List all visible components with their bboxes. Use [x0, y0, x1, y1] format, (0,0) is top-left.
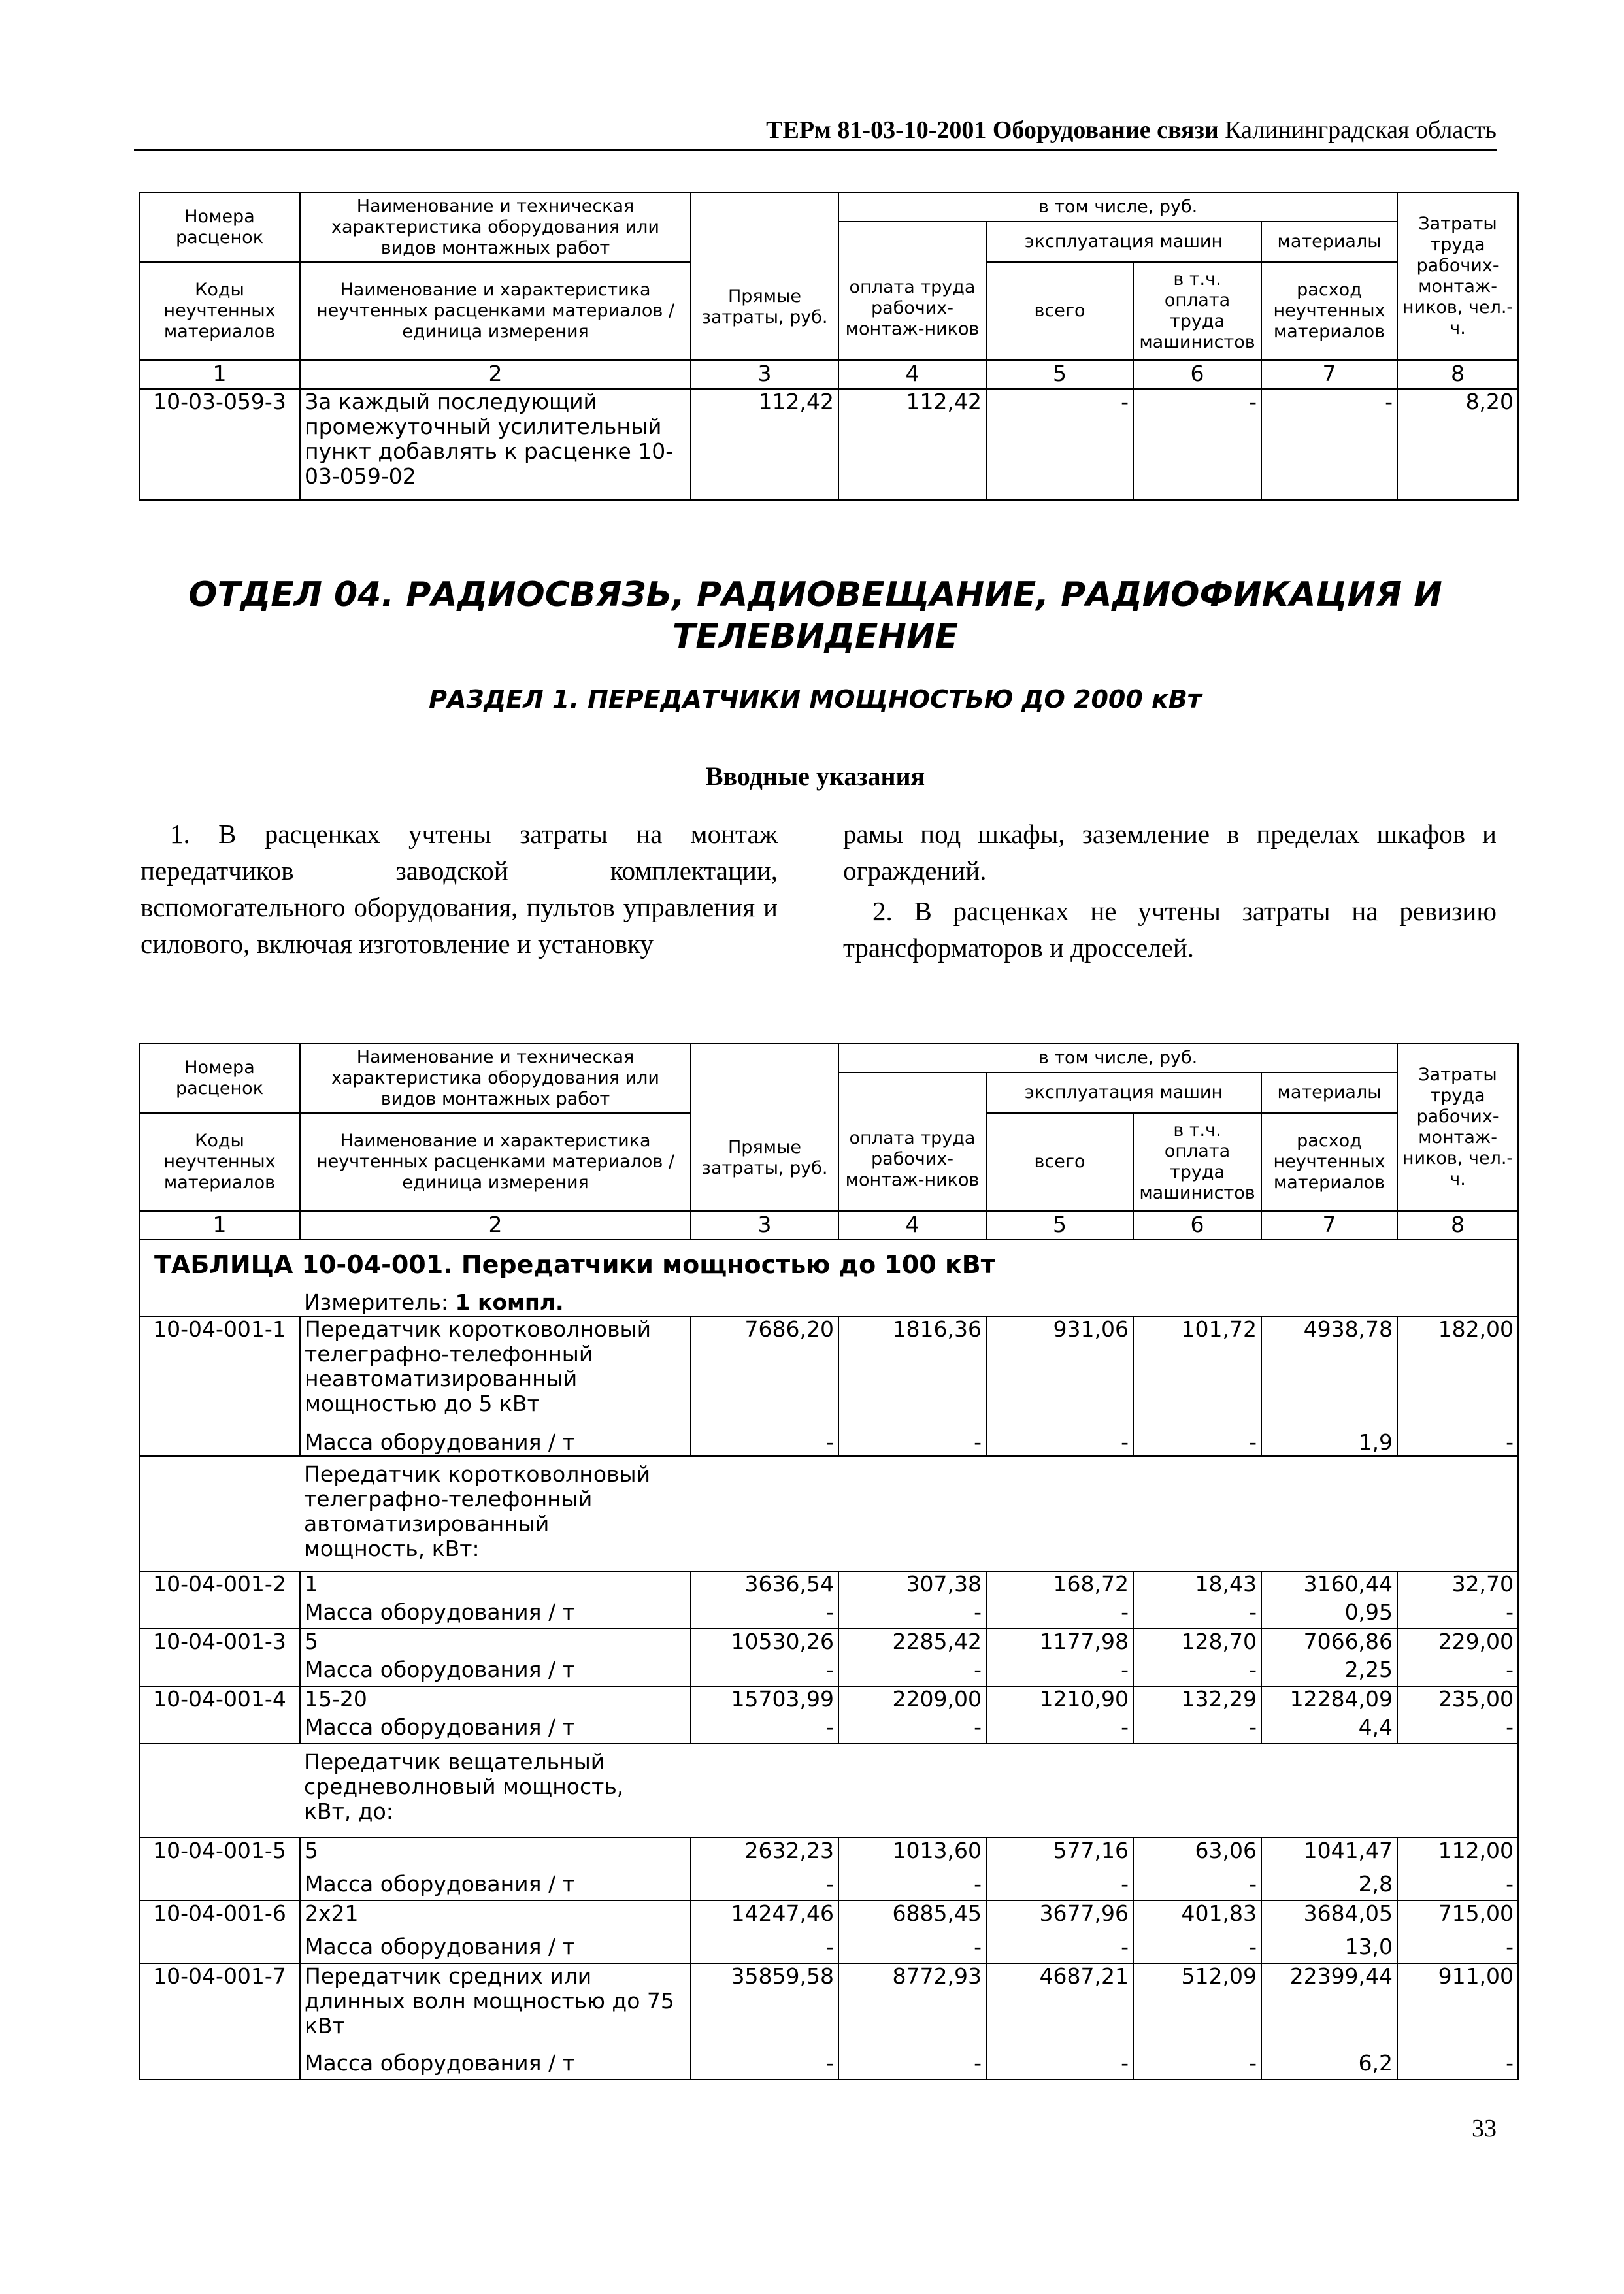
header-rule	[134, 149, 1497, 151]
rate-code: 10-04-001-2	[139, 1571, 300, 1629]
group-label: Передатчик вещательный средневолновый мощность, кВт, до:	[304, 1749, 624, 1824]
rate-name: 1	[300, 1571, 691, 1600]
table-row	[139, 1629, 1518, 1657]
labor-cost: 307,38	[838, 1571, 986, 1600]
header-region: Калининградская область	[1225, 116, 1497, 144]
machinist-cost: 512,09	[1133, 1963, 1261, 2051]
mass-dash: -	[1397, 1657, 1518, 1686]
machine-cost: 1177,98	[986, 1629, 1133, 1657]
th-mat-use: расход неучтенных материалов	[1261, 1113, 1397, 1211]
mass-dash: -	[986, 2051, 1133, 2080]
mass-label: Масса оборудования / т	[300, 2051, 691, 2080]
mass-dash: -	[1397, 1600, 1518, 1629]
rate-code: 10-04-001-1	[139, 1316, 300, 1456]
mass-dash: -	[838, 1935, 986, 1963]
meter-row	[300, 1289, 1518, 1316]
machinist-cost: 63,06	[1133, 1838, 1261, 1872]
labor-cost: 8772,93	[838, 1963, 986, 2051]
material-cost: 12284,09	[1261, 1686, 1397, 1715]
mass-dash: -	[1133, 2051, 1261, 2080]
col-number: 4	[838, 360, 986, 389]
th-direct: Прямые затраты, руб.	[691, 1044, 838, 1211]
direct-cost: 3636,54	[691, 1571, 838, 1600]
mass-dash: -	[986, 1657, 1133, 1686]
direct-cost: 2632,23	[691, 1838, 838, 1872]
th-mat-use: расход неучтенных материалов	[1261, 262, 1397, 360]
mass-dash: -	[691, 1872, 838, 1901]
material-cost: -	[1261, 389, 1397, 500]
work-hours: 182,00	[1397, 1316, 1518, 1430]
mass-dash: -	[691, 1657, 838, 1686]
header-code: ТЕРм 81-03-10-2001	[766, 116, 987, 144]
mass-dash: -	[986, 1430, 1133, 1456]
mass-dash: -	[838, 1715, 986, 1744]
machine-cost: 577,16	[986, 1838, 1133, 1872]
rate-name: За каждый последующий промежуточный усилительный пункт добавлять к расценке 10-03-059-02	[300, 389, 691, 500]
mass-value: 6,2	[1261, 2051, 1397, 2080]
machinist-cost: 101,72	[1133, 1316, 1261, 1430]
material-cost: 22399,44	[1261, 1963, 1397, 2051]
mass-dash: -	[1397, 1715, 1518, 1744]
rate-name: Передатчик средних или длинных волн мощностью до 75 кВт	[300, 1963, 691, 2051]
table-row	[139, 1901, 1518, 1935]
col-number: 7	[1261, 360, 1397, 389]
th-num-code: Номера расценок	[139, 193, 300, 262]
group-row	[139, 1456, 1518, 1571]
mass-label: Масса оборудования / т	[300, 1715, 691, 1744]
rate-code: 10-04-001-5	[139, 1838, 300, 1901]
mass-dash: -	[691, 1430, 838, 1456]
page-number: 33	[1472, 2115, 1497, 2142]
mass-dash: -	[691, 1600, 838, 1629]
machine-cost: 1210,90	[986, 1686, 1133, 1715]
table-row	[139, 1686, 1518, 1715]
labor-cost: 1013,60	[838, 1838, 986, 1872]
th-including: в том числе, руб.	[838, 193, 1397, 222]
labor-cost: 2285,42	[838, 1629, 986, 1657]
th-workhours: Затраты труда рабочих-монтаж-ников, чел.-ч.	[1397, 193, 1518, 360]
intro-right-column	[843, 816, 1497, 966]
mass-dash: -	[1133, 1935, 1261, 1963]
th-machinist-pay: в т.ч. оплата труда машинистов	[1133, 1113, 1261, 1211]
mass-dash: -	[1133, 1872, 1261, 1901]
mass-dash: -	[691, 2051, 838, 2080]
col-number: 2	[300, 360, 691, 389]
mass-label: Масса оборудования / т	[300, 1430, 691, 1456]
rates-table-1	[139, 192, 1519, 501]
col-number: 6	[1133, 360, 1261, 389]
meter-label: Измеритель:	[304, 1289, 449, 1315]
work-hours: 32,70	[1397, 1571, 1518, 1600]
mass-row	[139, 1715, 1518, 1744]
machine-cost: 931,06	[986, 1316, 1133, 1430]
labor-cost: 1816,36	[838, 1316, 986, 1430]
machinist-cost: 128,70	[1133, 1629, 1261, 1657]
mass-dash: -	[838, 1600, 986, 1629]
table-title: ТАБЛИЦА 10-04-001. Передатчики мощностью до 100 кВт	[154, 1250, 995, 1279]
mass-dash: -	[986, 1715, 1133, 1744]
rate-code: 10-03-059-3	[139, 389, 300, 500]
mass-dash: -	[1397, 1872, 1518, 1901]
mass-dash: -	[838, 1657, 986, 1686]
direct-cost: 10530,26	[691, 1629, 838, 1657]
th-labor: оплата труда рабочих-монтаж-ников	[838, 1072, 986, 1211]
mass-dash: -	[838, 2051, 986, 2080]
mass-row	[139, 2051, 1518, 2080]
col-number: 4	[838, 1211, 986, 1240]
group-label-cell	[300, 1744, 1518, 1838]
th-name-materials: Наименование и характеристика неучтенных расценками материалов / единица измерения	[300, 1113, 691, 1211]
labor-cost: 112,42	[838, 389, 986, 500]
part-title: РАЗДЕЛ 1. ПЕРЕДАТЧИКИ МОЩНОСТЬЮ ДО 2000 кВт	[429, 685, 1202, 714]
rate-name: 15-20	[300, 1686, 691, 1715]
mass-label: Масса оборудования / т	[300, 1935, 691, 1963]
mass-dash: -	[691, 1935, 838, 1963]
machinist-cost: 18,43	[1133, 1571, 1261, 1600]
mass-dash: -	[1133, 1430, 1261, 1456]
direct-cost: 14247,46	[691, 1901, 838, 1935]
th-workhours: Затраты труда рабочих-монтаж-ников, чел.-ч.	[1397, 1044, 1518, 1211]
mass-label: Масса оборудования / т	[300, 1657, 691, 1686]
mass-dash: -	[691, 1715, 838, 1744]
col-number: 3	[691, 360, 838, 389]
th-name-char: Наименование и техническая характеристика оборудования или видов монтажных работ	[300, 1044, 691, 1113]
mass-dash: -	[1133, 1600, 1261, 1629]
machine-cost: 4687,21	[986, 1963, 1133, 2051]
material-cost: 1041,47	[1261, 1838, 1397, 1872]
intro-paragraph-1-cont: рамы под шкафы, заземление в пределах шкафов и ограждений.	[843, 819, 1497, 886]
mass-dash: -	[1397, 1935, 1518, 1963]
rate-name: 5	[300, 1838, 691, 1872]
machinist-cost: 401,83	[1133, 1901, 1261, 1935]
rate-name: 2x21	[300, 1901, 691, 1935]
mass-dash: -	[986, 1872, 1133, 1901]
th-name-char: Наименование и техническая характеристика оборудования или видов монтажных работ	[300, 193, 691, 262]
group-label-cell	[300, 1456, 1518, 1571]
direct-cost: 112,42	[691, 389, 838, 500]
intro-paragraph-1: 1. В расценках учтены затраты на монтаж передатчиков заводской комплектации, вспомогательного оборудования, пультов управления и силового, включая изготовление и установку	[141, 819, 778, 959]
col-number: 2	[300, 1211, 691, 1240]
material-cost: 3684,05	[1261, 1901, 1397, 1935]
th-machines: эксплуатация машин	[986, 222, 1261, 262]
col-number: 6	[1133, 1211, 1261, 1240]
mass-label: Масса оборудования / т	[300, 1872, 691, 1901]
machine-cost: 168,72	[986, 1571, 1133, 1600]
col-number: 5	[986, 1211, 1133, 1240]
group-label: Передатчик коротковолновый телеграфно-телефонный автоматизированный мощность, кВт:	[304, 1461, 651, 1561]
th-labor: оплата труда рабочих-монтаж-ников	[838, 222, 986, 360]
machinist-cost: -	[1133, 389, 1261, 500]
header-title: Оборудование связи	[992, 116, 1219, 144]
labor-cost: 6885,45	[838, 1901, 986, 1935]
th-unaccounted-codes: Коды неучтенных материалов	[139, 262, 300, 360]
mass-value: 1,9	[1261, 1430, 1397, 1456]
mass-dash: -	[1133, 1715, 1261, 1744]
col-number: 1	[139, 1211, 300, 1240]
intro-paragraph-2: 2. В расценках не учтены затраты на ревизию трансформаторов и дросселей.	[843, 896, 1497, 963]
mass-row	[139, 1872, 1518, 1901]
mass-dash: -	[1133, 1657, 1261, 1686]
department-title: ОТДЕЛ 04. РАДИОСВЯЗЬ, РАДИОВЕЩАНИЕ, РАДИОФИКАЦИЯ И ТЕЛЕВИДЕНИЕ	[188, 575, 1442, 656]
rate-code: 10-04-001-3	[139, 1629, 300, 1686]
work-hours: 8,20	[1397, 389, 1518, 500]
mass-value: 2,25	[1261, 1657, 1397, 1686]
mass-dash: -	[986, 1600, 1133, 1629]
table-row	[139, 1571, 1518, 1600]
mass-dash: -	[986, 1935, 1133, 1963]
table-row	[139, 1963, 1518, 2051]
work-hours: 911,00	[1397, 1963, 1518, 2051]
th-direct: Прямые затраты, руб.	[691, 193, 838, 360]
table-row	[139, 1838, 1518, 1872]
mass-row	[139, 1935, 1518, 1963]
direct-cost: 35859,58	[691, 1963, 838, 2051]
col-number: 8	[1397, 1211, 1518, 1240]
rate-code: 10-04-001-4	[139, 1686, 300, 1744]
mass-dash: -	[1397, 1430, 1518, 1456]
work-hours: 235,00	[1397, 1686, 1518, 1715]
material-cost: 3160,44	[1261, 1571, 1397, 1600]
direct-cost: 15703,99	[691, 1686, 838, 1715]
direct-cost: 7686,20	[691, 1316, 838, 1430]
work-hours: 112,00	[1397, 1838, 1518, 1872]
table-row	[139, 1316, 1518, 1430]
th-unaccounted-codes: Коды неучтенных материалов	[139, 1113, 300, 1211]
th-machines: эксплуатация машин	[986, 1072, 1261, 1113]
mass-row	[139, 1657, 1518, 1686]
table-row	[139, 389, 1518, 500]
rate-name: 5	[300, 1629, 691, 1657]
th-total: всего	[986, 262, 1133, 360]
col-number: 3	[691, 1211, 838, 1240]
mass-dash: -	[838, 1872, 986, 1901]
th-machinist-pay: в т.ч. оплата труда машинистов	[1133, 262, 1261, 360]
material-cost: 4938,78	[1261, 1316, 1397, 1430]
intro-title: Вводные указания	[705, 761, 925, 791]
running-header	[657, 115, 1497, 145]
mass-value: 13,0	[1261, 1935, 1397, 1963]
work-hours: 715,00	[1397, 1901, 1518, 1935]
machinist-cost: 132,29	[1133, 1686, 1261, 1715]
table-title-cell	[139, 1240, 1518, 1289]
rate-name: Передатчик коротковолновый телеграфно-телефонный неавтоматизированный мощностью до 5 кВт	[300, 1316, 691, 1430]
col-number: 8	[1397, 360, 1518, 389]
intro-left-column	[141, 816, 778, 962]
labor-cost: 2209,00	[838, 1686, 986, 1715]
th-total: всего	[986, 1113, 1133, 1211]
mass-row	[139, 1430, 1518, 1456]
rates-table-2	[139, 1043, 1519, 2080]
machine-cost: -	[986, 389, 1133, 500]
th-name-materials: Наименование и характеристика неучтенных расценками материалов / единица измерения	[300, 262, 691, 360]
mass-value: 4,4	[1261, 1715, 1397, 1744]
col-number: 1	[139, 360, 300, 389]
mass-value: 2,8	[1261, 1872, 1397, 1901]
work-hours: 229,00	[1397, 1629, 1518, 1657]
meter-value: 1 компл.	[455, 1289, 564, 1315]
group-row	[139, 1744, 1518, 1838]
mass-label: Масса оборудования / т	[300, 1600, 691, 1629]
rate-code: 10-04-001-6	[139, 1901, 300, 1963]
col-number: 7	[1261, 1211, 1397, 1240]
mass-value: 0,95	[1261, 1600, 1397, 1629]
th-including: в том числе, руб.	[838, 1044, 1397, 1072]
th-num-code: Номера расценок	[139, 1044, 300, 1113]
rate-code: 10-04-001-7	[139, 1963, 300, 2080]
mass-dash: -	[838, 1430, 986, 1456]
th-materials: материалы	[1261, 222, 1397, 262]
mass-row	[139, 1600, 1518, 1629]
th-materials: материалы	[1261, 1072, 1397, 1113]
machine-cost: 3677,96	[986, 1901, 1133, 1935]
material-cost: 7066,86	[1261, 1629, 1397, 1657]
col-number: 5	[986, 360, 1133, 389]
mass-dash: -	[1397, 2051, 1518, 2080]
